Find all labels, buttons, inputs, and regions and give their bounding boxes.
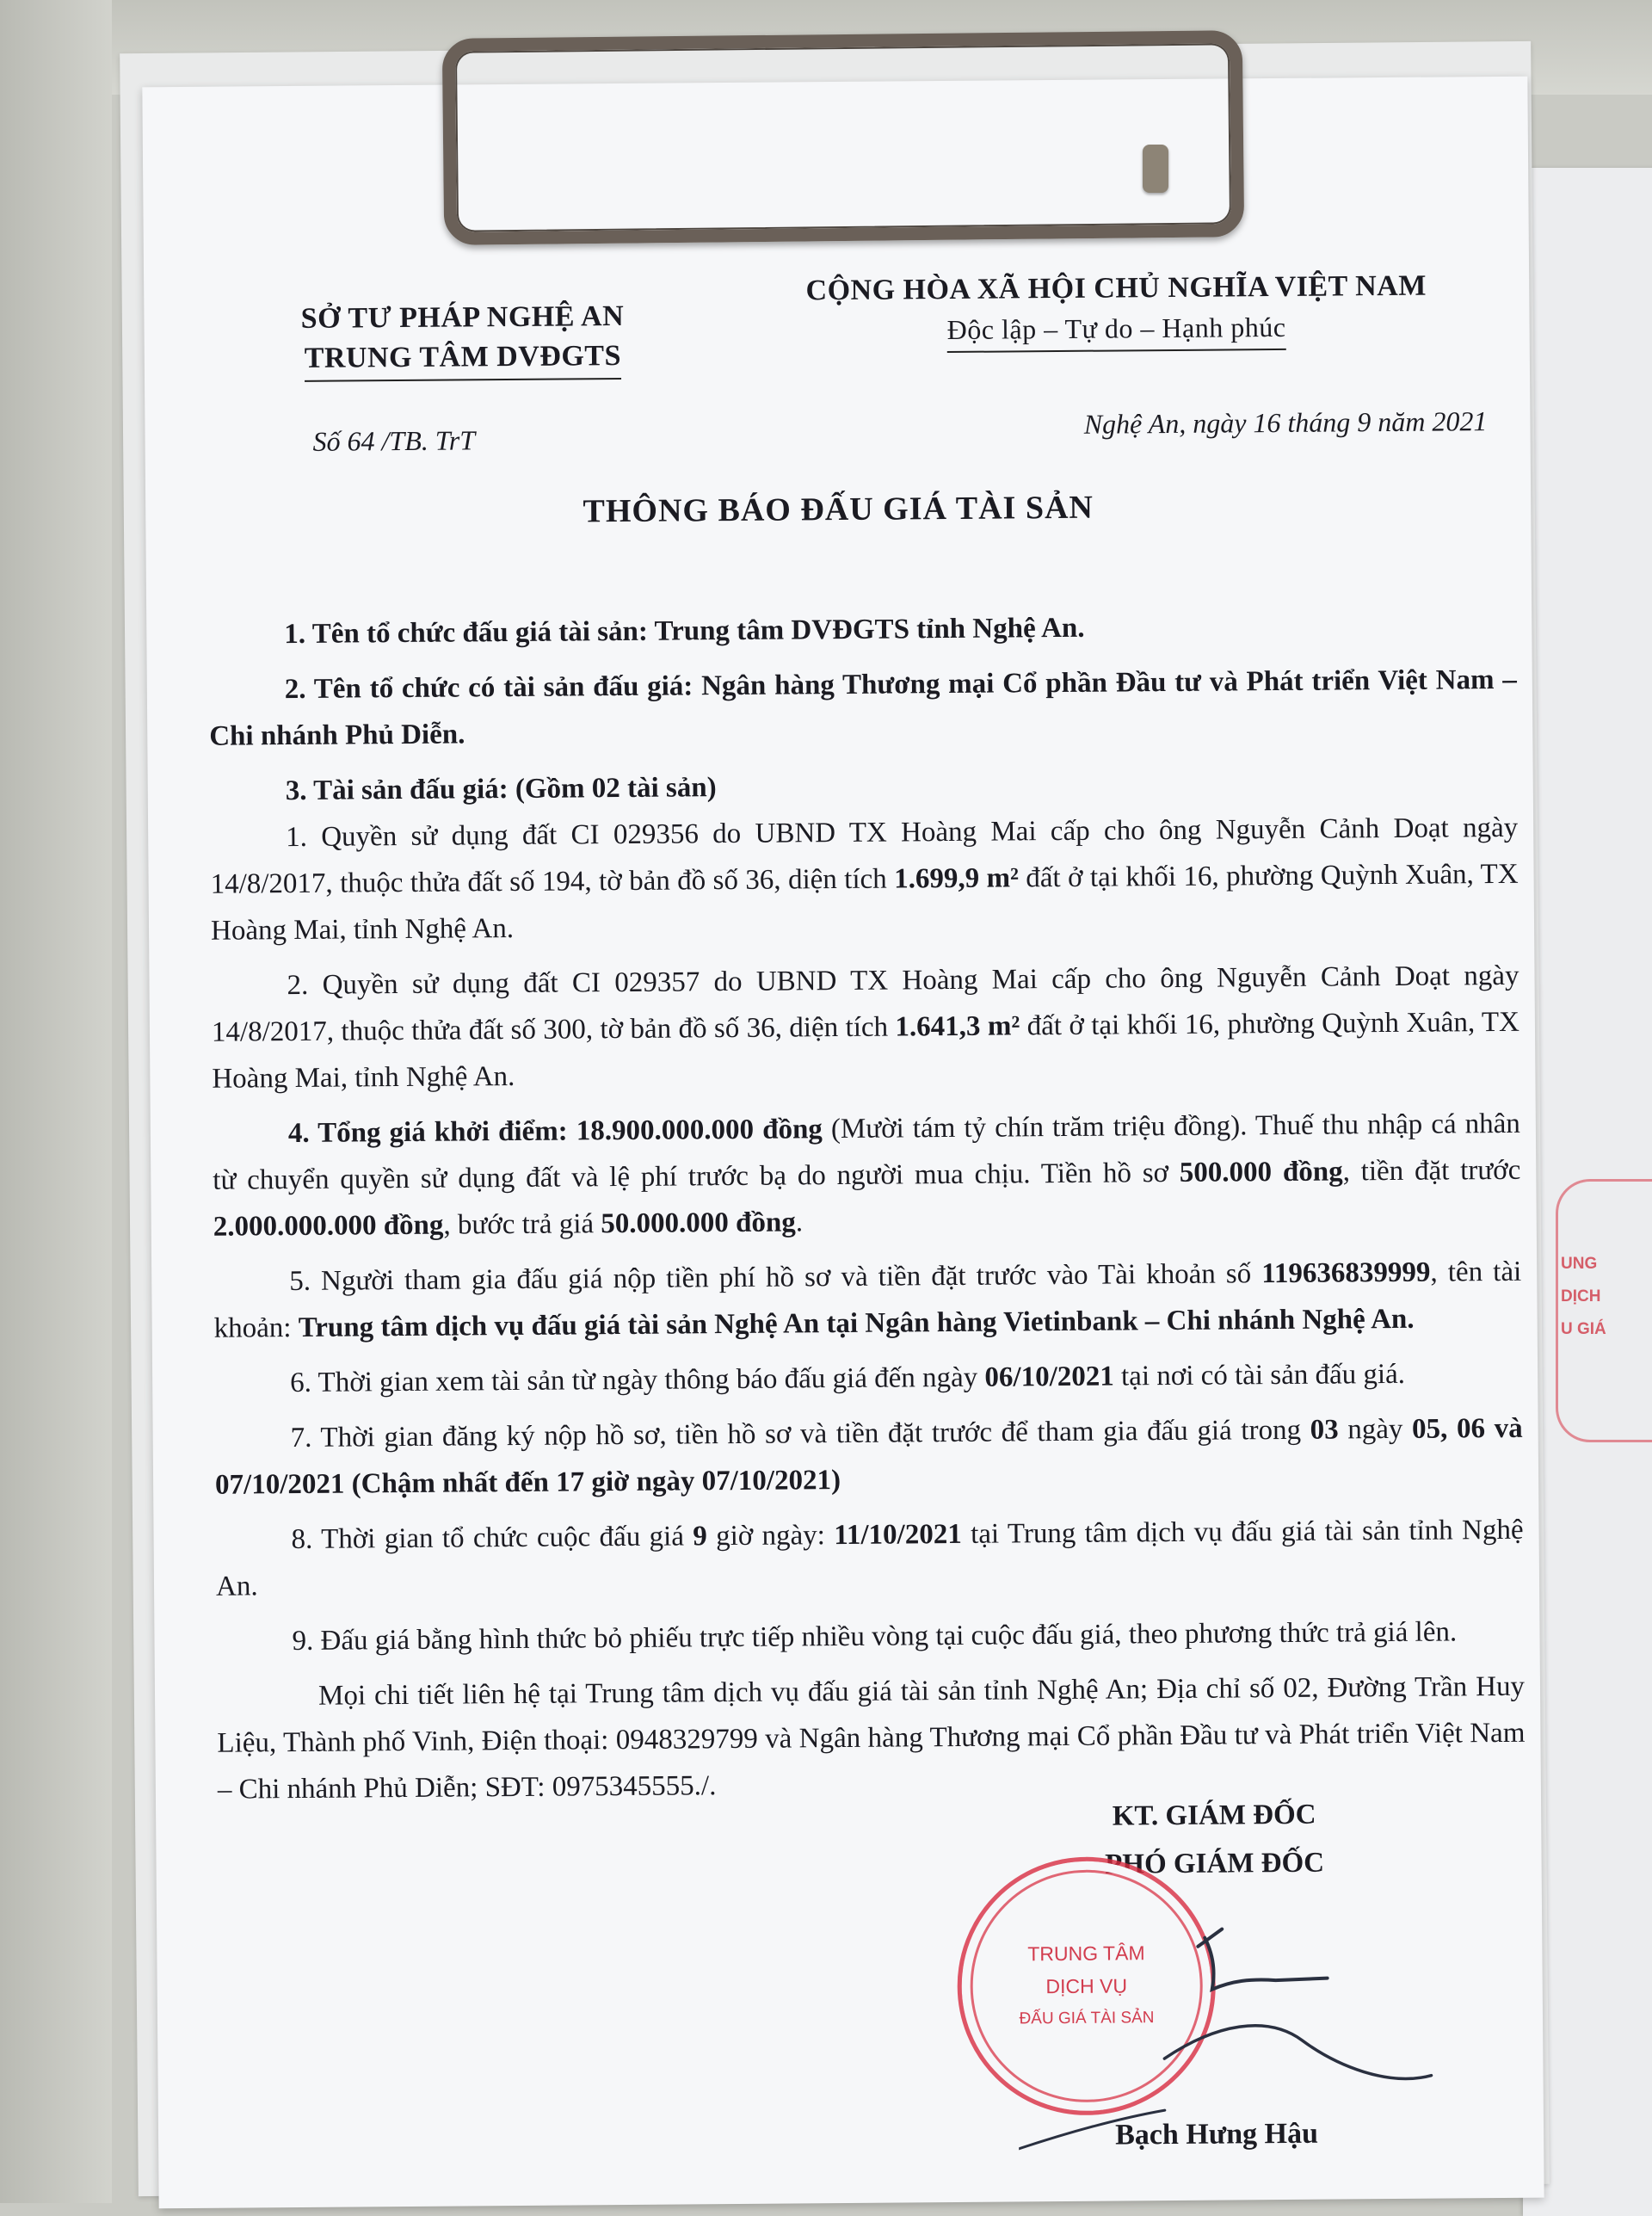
account-name-label: , tên tài khoản: bbox=[213, 1256, 1522, 1344]
auction-venue: tại Trung tâm dịch vụ đấu giá tài sản tỉnh Nghệ An. bbox=[215, 1514, 1524, 1602]
national-heading bbox=[737, 266, 1495, 355]
bid-step-amount: 50.000.000 đồng bbox=[601, 1207, 796, 1240]
clipboard-clip bbox=[442, 30, 1244, 245]
auction-hour: 9 bbox=[693, 1521, 707, 1552]
starting-price: 4. Tổng giá khởi điểm: 18.900.000.000 đồng bbox=[287, 1114, 823, 1150]
clip-rivet bbox=[1143, 145, 1168, 193]
adjacent-stamp-text-1: UNG bbox=[1561, 1255, 1598, 1273]
document-number: Số 64 /TB. TrT bbox=[312, 424, 476, 457]
item-3-asset-2 bbox=[211, 953, 1519, 1102]
seal-line-3: ĐẤU GIÁ TÀI SẢN bbox=[1019, 2009, 1155, 2028]
item-5 bbox=[213, 1249, 1522, 1352]
registration-dates: 05, 06 và 07/10/2021 (Chậm nhất đến 17 giờ ngày 07/10/2021) bbox=[214, 1412, 1523, 1501]
deposit-label: , tiền đặt trước bbox=[1342, 1154, 1521, 1188]
adjacent-sheet-stamp bbox=[1556, 1179, 1652, 1442]
payment-instruction: 5. Người tham gia đấu giá nộp tiền phí hồ sơ và tiền đặt trước vào Tài khoản số bbox=[289, 1258, 1262, 1298]
registration-days-label: ngày bbox=[1338, 1413, 1413, 1446]
auction-time-label: 8. Thời gian tổ chức cuộc đấu giá bbox=[291, 1521, 693, 1556]
asset-2-location: đất ở tại khối 16, phường Quỳnh Xuân, TX Hoàng Mai, tỉnh Nghệ An. bbox=[212, 1006, 1520, 1095]
asset-2-area: 1.641,3 m² bbox=[895, 1010, 1020, 1043]
item-9: 9. Đấu giá bằng hình thức bỏ phiếu trực tiếp nhiều vòng tại cuộc đấu giá, theo phương thức trả giá lên. bbox=[292, 1616, 1458, 1657]
dossier-fee: 500.000 đồng bbox=[1179, 1156, 1343, 1188]
asset-1-text: 1. Quyền sử dụng đất CI 029356 do UBND TX Hoàng Mai cấp cho ông Nguyễn Cảnh Doạt ngày 14/8/2017, thuộc thửa đất số 194, tờ bản đồ số 36, diện tích bbox=[210, 812, 1519, 900]
signature-authority: KT. GIÁM ĐỐC bbox=[1112, 1799, 1316, 1832]
item-7 bbox=[214, 1405, 1523, 1509]
viewing-period: 6. Thời gian xem tài sản từ ngày thông báo đấu giá đến ngày bbox=[290, 1361, 985, 1399]
contact-info: Mọi chi tiết liên hệ tại Trung tâm dịch vụ đấu giá tài sản tỉnh Nghệ An; Địa chỉ số 02, Đường Trần Huy Liệu, Thành phố Vinh, Điện thoại: 0948329799 và Ngân hàng Thương mại Cổ phần Đầu tư và Phát triển Việt Nam – Chi nhánh Phủ Diễn; SĐT: 0975345555./. bbox=[217, 1670, 1526, 1806]
price-note: (Mười tám tỷ chín trăm triệu đồng). Thuế thu nhập cá nhân từ chuyển quyền sử dụng đất và lệ phí trước bạ do người mua chịu. Tiền hồ sơ bbox=[213, 1108, 1520, 1196]
signature-position: PHÓ GIÁM ĐỐC bbox=[1105, 1847, 1325, 1880]
national-motto: Độc lập – Tự do – Hạnh phúc bbox=[947, 307, 1286, 353]
issuing-organization bbox=[221, 296, 704, 382]
bid-step-label: , bước trả giá bbox=[443, 1208, 601, 1241]
account-name: Trung tâm dịch vụ đấu giá tài sản Nghệ An tại Ngân hàng Vietinbank – Chi nhánh Nghệ An. bbox=[298, 1303, 1415, 1343]
wall-background-left bbox=[0, 0, 112, 2203]
seal-line-2: DỊCH VỤ bbox=[1045, 1974, 1128, 1998]
auction-date-label: giờ ngày: bbox=[706, 1520, 835, 1552]
notice-paper bbox=[142, 77, 1544, 2209]
viewing-location: tại nơi có tài sản đấu giá. bbox=[1113, 1358, 1406, 1392]
item-4-end: . bbox=[795, 1207, 804, 1238]
item-3: 3. Tài sản đấu giá: (Gồm 02 tài sản) bbox=[285, 772, 717, 807]
notice-body bbox=[208, 602, 1526, 1822]
nation-name: CỘNG HÒA XÃ HỘI CHỦ NGHĨA VIỆT NAM bbox=[805, 269, 1427, 307]
document-title: THÔNG BÁO ĐẤU GIÁ TÀI SẢN bbox=[583, 489, 1094, 530]
item-8 bbox=[215, 1507, 1524, 1610]
item-6 bbox=[214, 1350, 1522, 1407]
item-1: 1. Tên tổ chức đấu giá tài sản: Trung tâm DVĐGTS tỉnh Nghệ An. bbox=[284, 612, 1085, 651]
auction-date: 11/10/2021 bbox=[834, 1518, 962, 1552]
deposit-amount: 2.000.000.000 đồng bbox=[213, 1209, 444, 1243]
place-and-date: Nghệ An, ngày 16 tháng 9 năm 2021 bbox=[1083, 405, 1488, 440]
handwritten-signature bbox=[1016, 1849, 1535, 2164]
adjacent-stamp-text-3: U GIÁ bbox=[1561, 1320, 1606, 1338]
account-number: 119636839999 bbox=[1261, 1256, 1431, 1290]
asset-2-text: 2. Quyền sử dụng đất CI 029357 do UBND TX Hoàng Mai cấp cho ông Nguyễn Cảnh Doạt ngày 14/8/2017, thuộc thửa đất số 300, tờ bản đồ số 36, diện tích bbox=[211, 960, 1519, 1048]
adjacent-stamp-text-2: DỊCH bbox=[1561, 1287, 1601, 1306]
signer-name: Bạch Hưng Hậu bbox=[1115, 2117, 1319, 2151]
registration-period: 7. Thời gian đăng ký nộp hồ sơ, tiền hồ sơ và tiền đặt trước để tham gia đấu giá trong bbox=[290, 1414, 1310, 1454]
registration-days-count: 03 bbox=[1310, 1414, 1339, 1446]
item-3-asset-1 bbox=[210, 805, 1519, 954]
seal-line-1: TRUNG TÂM bbox=[1027, 1941, 1145, 1966]
asset-1-area: 1.699,9 m² bbox=[893, 862, 1020, 895]
org-ministry: SỞ TƯ PHÁP NGHỆ AN bbox=[300, 299, 625, 335]
viewing-end-date: 06/10/2021 bbox=[984, 1361, 1114, 1393]
item-2: 2. Tên tổ chức có tài sản đấu giá: Ngân hàng Thương mại Cổ phần Đầu tư và Phát triển Việt Nam – Chi nhánh Phủ Diễn. bbox=[209, 664, 1517, 752]
asset-1-location: đất ở tại khối 16, phường Quỳnh Xuân, TX Hoàng Mai, tỉnh Nghệ An. bbox=[210, 858, 1519, 947]
item-4 bbox=[213, 1101, 1521, 1250]
org-center: TRUNG TÂM DVĐGTS bbox=[305, 336, 622, 382]
